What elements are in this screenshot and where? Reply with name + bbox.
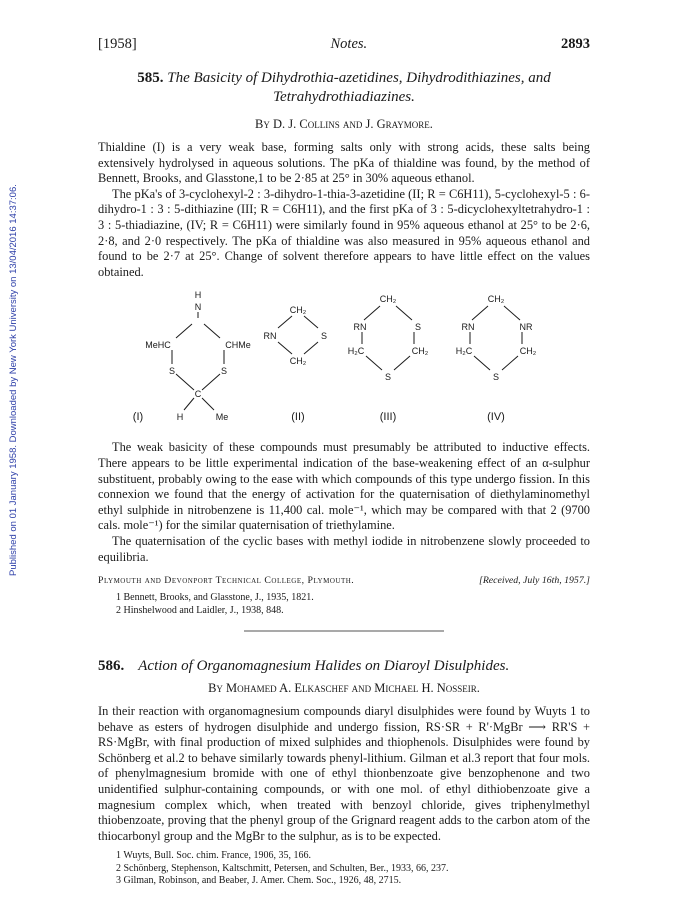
atom-label: C (194, 389, 202, 400)
structure-label-ii: (II) (291, 411, 305, 424)
atom-label: NR (519, 322, 533, 333)
article1-number: 585. (137, 70, 164, 86)
atom-label: RN (353, 322, 367, 333)
reference-item: 2 Hinshelwood and Laidler, J., 1938, 848. (116, 604, 284, 616)
atom-label: CH₂ (487, 294, 505, 305)
atom-label: S (414, 322, 422, 333)
article1-paragraph-2: The pKa's of 3-cyclohexyl-2 : 3-dihydro-1-thia-3-azetidine (II; R = C6H11), 5-cyclohexyl-5 : 6-dihydro-1 : 3 : 5-dithiazine (III; R = C6H11), and the first pKa of 3 : 5-dicyclohexyltetrahydro-1 : 3 : 5-thiadiazine, (IV; R = C6H11) were similarly found in 95% aqueous ethanol at 25° to be 2·6, 2·8, and 2·0 respectively. The pKa of thialdine was also measured in 95% aqueous ethanol and found to be 2·7 at 25°. Change of solvent therefore appears to have little effect on the values obtained. (98, 186, 590, 279)
running-header (98, 36, 590, 53)
structure-labels (133, 411, 505, 423)
structure-label-iii: (III) (379, 411, 397, 424)
chemical-structures-figure (98, 284, 590, 434)
reference-item: 2 Schönberg, Stephenson, Kaltschmitt, Petersen, and Schulten, Ber., 1933, 66, 237. (116, 862, 449, 874)
article2-references (116, 850, 590, 888)
atom-label: RN (461, 322, 475, 333)
atom-label: RN (263, 331, 277, 342)
reference-item: 1 Wuyts, Bull. Soc. chim. France, 1906, 35, 166. (116, 850, 311, 862)
article1-paragraph-3: The weak basicity of these compounds must presumably be attributed to inductive effects. There appears to be little experimental indication of the base-weakening effect of an α-sulphur substituent, probably owing to the ease with which compounds of this type undergo fission. In this connexion we found that the energy of activation for the quaternisation of diethylaminomethyl ethyl sulphide in nitrobenzene is 11,400 cal. mole⁻¹, which may be compared with that 2 (9700 cals. mole⁻¹) for the similar quaternisation of triethylamine. (98, 440, 590, 533)
atom-label: CH₂ (411, 346, 429, 357)
atom-label: N (194, 302, 202, 313)
structure-atoms (145, 290, 537, 422)
article1-paragraph-4: The quaternisation of the cyclic bases with methyl iodide in nitrobenzene slowly proceeded to equilibria. (98, 533, 590, 564)
article1-paragraph-1: Thialdine (I) is a very weak base, forming salts only with strong acids, these salts being extensively hydrolysed in aqueous solutions. The pKa of thialdine was found, by the method of Bennett, Brooks, and Glasstone,1 to be 2·85 at 25° in 30% aqueous ethanol. (98, 140, 590, 186)
article2-number: 586. (98, 658, 125, 675)
atom-label: CH₂ (289, 356, 307, 367)
header-page-number: 2893 (560, 36, 590, 52)
structure-label-iv: (IV) (487, 411, 505, 424)
header-section: Notes. (330, 36, 368, 52)
atom-label: CH₂ (379, 294, 397, 305)
atom-label: S (168, 366, 176, 377)
reference-item: 1 Bennett, Brooks, and Glasstone, J., 1935, 1821. (116, 592, 314, 604)
article2-title-block (98, 658, 590, 675)
article-divider (98, 617, 590, 641)
atom-label: S (320, 331, 328, 342)
atom-label: CH₂ (289, 305, 307, 316)
institution: Plymouth and Devonport Technical College, Plymouth. (98, 575, 355, 587)
received-date: [Received, July 16th, 1957.] (479, 575, 590, 587)
atom-label: S (492, 372, 500, 383)
article2-byline: By Mohamed A. Elkaschef and Michael H. Nosseir. (208, 681, 480, 696)
article1-byline: By D. J. Collins and J. Graymore. (255, 117, 433, 131)
article1-title: The Basicity of Dihydrothia-azetidines, Dihydrodithiazines, and Tetrahydrothiadiazines. (167, 70, 551, 105)
atom-label: S (384, 372, 392, 383)
download-watermark: Published on 01 January 1958. Downloaded by New York University on 13/04/2016 14:37:06. (8, 184, 19, 576)
structures-svg (98, 284, 590, 434)
journal-page (98, 36, 590, 888)
header-year: [1958] (98, 36, 137, 52)
atom-label: Me (215, 412, 229, 423)
structure-label-i: (I) (132, 411, 144, 424)
atom-label: H (176, 412, 184, 423)
article2-title: Action of Organomagnesium Halides on Diaroyl Disulphides. (138, 658, 510, 675)
article1-affiliation-row (98, 575, 590, 586)
atom-label: CHMe (225, 340, 251, 351)
atom-label: H₂C (347, 346, 365, 357)
atom-label: CH₂ (519, 346, 537, 357)
reference-item: 3 Gilman, Robinson, and Beaber, J. Amer. Chem. Soc., 1926, 48, 2715. (116, 875, 402, 887)
atom-label: H₂C (455, 346, 473, 357)
atom-label: S (220, 366, 228, 377)
atom-label: MeHC (145, 340, 171, 351)
article1-references (116, 592, 590, 617)
article2-paragraph-1: In their reaction with organomagnesium compounds diaryl disulphides were found by Wuyts 1 to behave as esters of hydrogen disulphide and undergo fission, RS·SR + R'·MgBr ⟶ RR'S + RS·MgBr, with final production of mixed sulphides and thiophenols. Disulphides were found by Schönberg et al.2 to behave similarly towards phenyl-lithium. Gilman et al.3 report that four mols. of phenylmagnesium bromide with one of ethyl thionbenzoate give benzophenone and two unidentified sulphur-containing compounds, or with one mol. of ethyl dithiobenzoate give a magnesium complex which, when treated with benzoyl chloride, gives triphenylmethyl thiobenzoate, proving that the phenyl group of the Grignard reagent adds to the carbon atom of the thiocarbonyl group and the MgBr to the sulphur, as is to be expected. (98, 704, 590, 843)
article1-title-block (98, 69, 590, 107)
atom-label: H (194, 290, 202, 301)
